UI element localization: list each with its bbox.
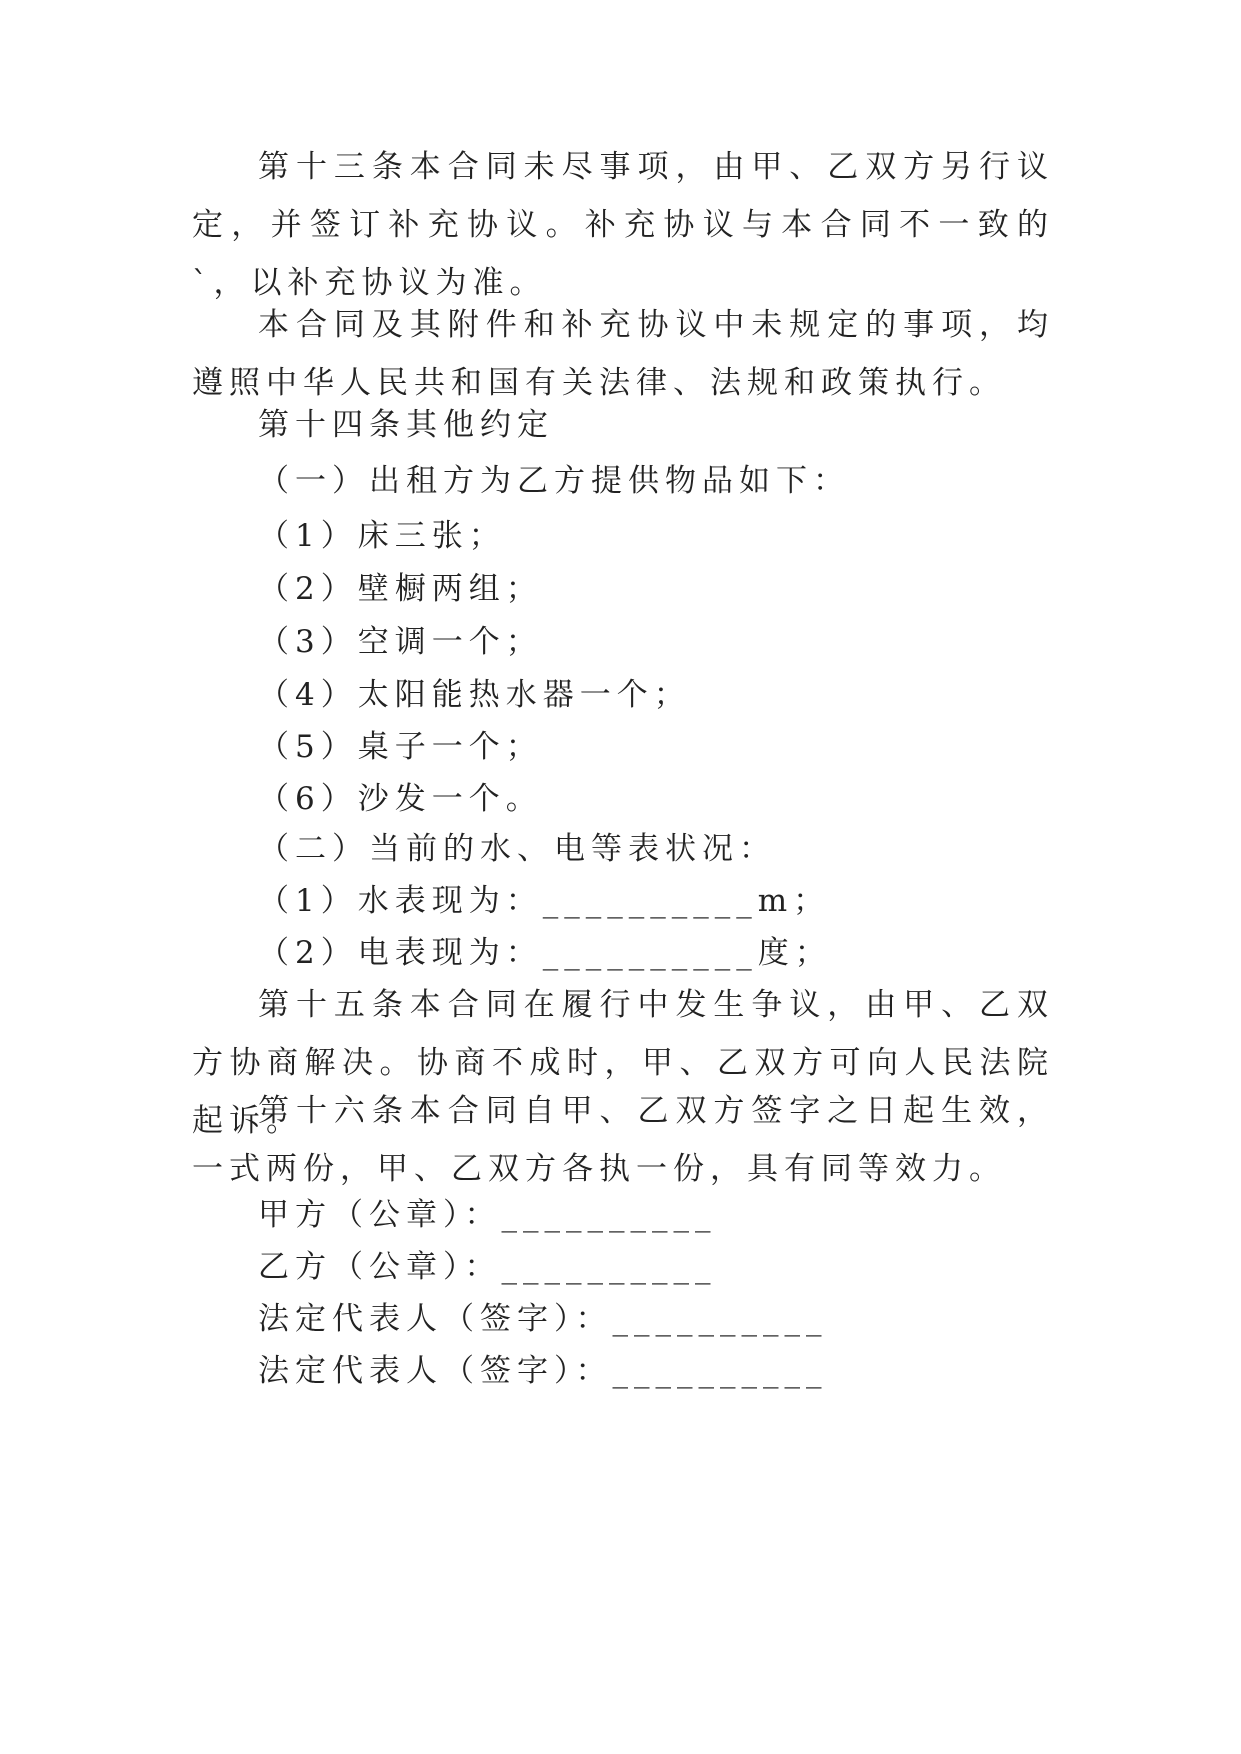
list-item-wardrobes: （2）壁橱两组；: [258, 571, 543, 607]
party-a-seal-line: 甲方（公章）：__________: [258, 1197, 717, 1233]
article-16-paragraph: 第十六条本合同自甲、乙双方签字之日起生效，一式两份，甲、乙双方各执一份，具有同等效力。: [192, 1093, 1054, 1187]
article-13-paragraph: 第十三条本合同未尽事项，由甲、乙双方另行议定，并签订补充协议。补充协议与本合同不一致的`，以补充协议为准。: [192, 149, 1054, 301]
provided-items-heading: （一）出租方为乙方提供物品如下：: [258, 463, 850, 499]
applicable-law-paragraph: 本合同及其附件和补充协议中未规定的事项，均遵照中华人民共和国有关法律、法规和政策执行。: [192, 307, 1054, 401]
list-item-air-conditioner: （3）空调一个；: [258, 624, 543, 660]
article-15-paragraph: 第十五条本合同在履行中发生争议，由甲、乙双方协商解决。协商不成时，甲、乙双方可向人民法院起诉。: [192, 987, 1054, 1139]
list-item-water-heater: （4）太阳能热水器一个；: [258, 677, 691, 713]
list-item-table: （5）桌子一个；: [258, 729, 543, 765]
list-item-beds: （1）床三张；: [258, 518, 506, 554]
article-14-heading: 第十四条其他约定: [258, 407, 554, 443]
water-meter-line: （1）水表现为：__________m；: [258, 883, 831, 919]
list-item-sofa: （6）沙发一个。: [258, 781, 543, 817]
meter-status-heading: （二）当前的水、电等表状况：: [258, 831, 776, 867]
legal-rep-signature-line: 法定代表人（签字）：__________: [258, 1353, 828, 1389]
party-b-seal-line: 乙方（公章）：__________: [258, 1249, 717, 1285]
electric-meter-line: （2）电表现为：__________度；: [258, 935, 832, 971]
legal-rep-signature-line: 法定代表人（签字）：__________: [258, 1301, 828, 1337]
